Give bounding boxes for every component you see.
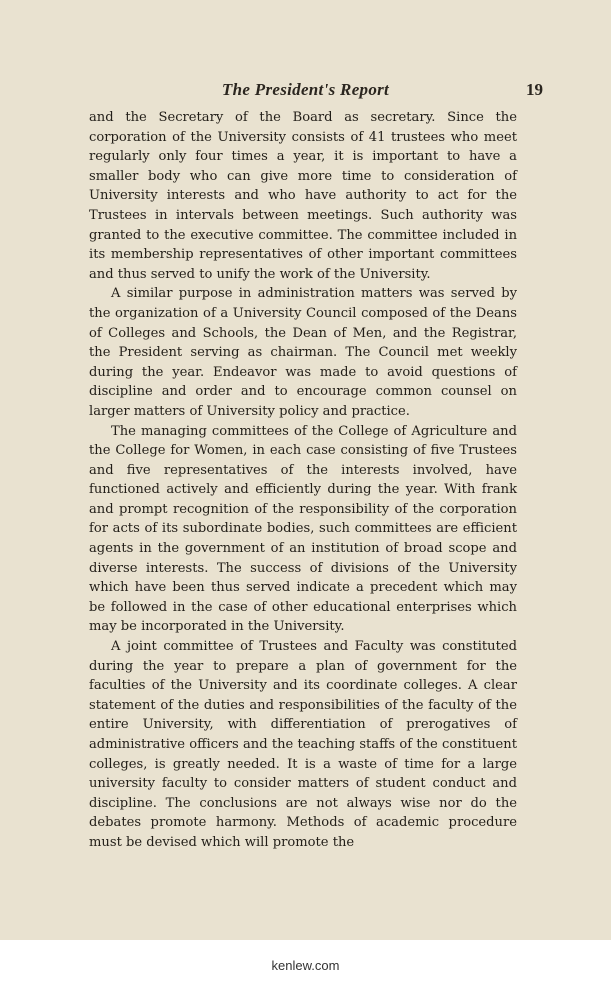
paragraph-continuation: and the Secretary of the Board as secretary. Since the corporation of the University consists of 41 trustees who meet regularly only four times a year, it is important to have a smaller body who can give more time to consideration of University interests and who have authority to act for the Trustees in intervals between meetings. Such authority was granted to the executive committee. The committee included in its membership representatives of other important committees and thus served to unify the work of the University. <box>89 110 517 282</box>
running-head-title: The President's Report <box>221 80 390 99</box>
paragraph-joint-committee: A joint committee of Trustees and Faculty was constituted during the year to prepare a plan of government for the faculties of the University and its coordinate colleges. A clear statement of the duties and responsibilities of the faculty of the entire University, with differentiation of prerogatives of administrative officers and the teaching staffs of the constituent colleges, is greatly needed. It is a waste of time for a large university faculty to consider matters of student conduct and discipline. The conclusions are not always wise nor do the debates promote harmony. Methods of academic procedure must be devised which will promote the <box>89 639 517 850</box>
page-footer <box>0 940 611 1000</box>
page-header <box>62 80 549 104</box>
report-body <box>89 108 517 853</box>
paragraph-university-council: A similar purpose in administration matters was served by the organization of a University Council composed of the Deans of Colleges and Schools, the Dean of Men, and the Registrar, the President serving as chairman. The Council met weekly during the year. Endeavor was made to avoid questions of discipline and order and to encourage common counsel on larger matters of University policy and practice. <box>89 286 517 419</box>
paragraph-managing-committees: The managing committees of the College of Agriculture and the College for Women, in each case consisting of five Trustees and five representatives of the interests involved, have functioned actively and efficiently during the year. With frank and prompt recognition of the responsibility of the corporation for acts of its subordinate bodies, such committees are efficient agents in the government of an institution of broad scope and diverse interests. The success of divisions of the University which have been thus served indicate a precedent which may be followed in the case of other educational enterprises which may be incorporated in the University. <box>89 423 517 635</box>
watermark-text: kenlew.com <box>271 958 340 973</box>
page-number: 19 <box>526 80 543 99</box>
